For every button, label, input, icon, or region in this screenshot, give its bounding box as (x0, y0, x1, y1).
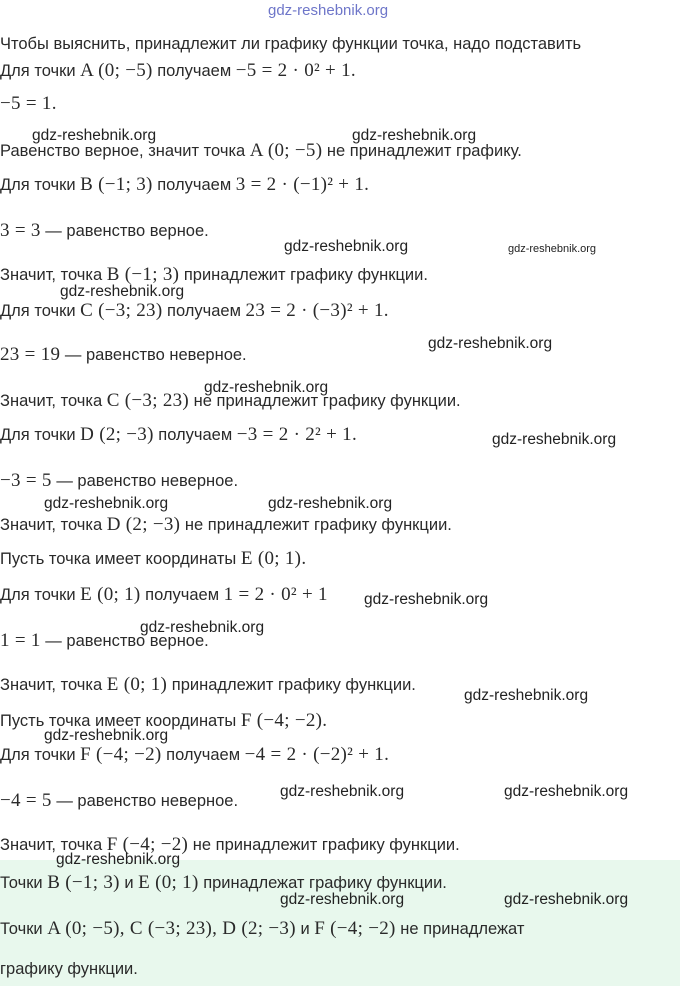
text-line-a-conclusion: Равенство верное, значит точка A (0; −5) не принадлежит графику. (0, 140, 522, 161)
answer-line-tail: графику функции. (0, 960, 138, 978)
answer-box (0, 860, 680, 986)
watermark: gdz-reshebnik.org (44, 727, 169, 744)
watermark: gdz-reshebnik.org (352, 127, 477, 144)
text-line-d-conclusion: Значит, точка D (2; −3) не принадлежит графику функции. (0, 514, 452, 535)
text-line-f-result: −4 = 5 — равенство неверное. (0, 790, 239, 811)
text-line-b-calc: Для точки B (−1; 3) получаем 3 = 2 · (−1)² + 1. (0, 174, 370, 195)
watermark: gdz-reshebnik.org (32, 127, 157, 144)
watermark: gdz-reshebnik.org (280, 891, 405, 908)
text-line-c-conclusion: Значит, точка C (−3; 23) не принадлежит графику функции. (0, 390, 461, 411)
watermark: gdz-reshebnik.org (204, 379, 329, 396)
site-header-watermark[interactable]: gdz-reshebnik.org (268, 2, 389, 19)
watermark: gdz-reshebnik.org (268, 495, 393, 512)
text-line-d-result: −3 = 5 — равенство неверное. (0, 470, 239, 491)
watermark: gdz-reshebnik.org (56, 851, 181, 868)
text-line-e-intro: Пусть точка имеет координаты E (0; 1). (0, 548, 307, 569)
watermark: gdz-reshebnik.org (504, 891, 629, 908)
text-line-intro: Чтобы выяснить, принадлежит ли графику функции точка, надо подставить (0, 35, 582, 53)
watermark: gdz-reshebnik.org (508, 243, 597, 255)
answer-line-belongs: Точки B (−1; 3) и E (0; 1) принадлежат графику функции. (0, 872, 447, 893)
watermark: gdz-reshebnik.org (364, 591, 489, 608)
text-line-a-result: −5 = 1. (0, 93, 57, 114)
watermark: gdz-reshebnik.org (60, 283, 185, 300)
text-line-f-conclusion: Значит, точка F (−4; −2) не принадлежит графику функции. (0, 834, 460, 855)
text-line-e-calc: Для точки E (0; 1) получаем 1 = 2 · 0² + 1 (0, 584, 328, 605)
text-line-d-calc: Для точки D (2; −3) получаем −3 = 2 · 2² + 1. (0, 424, 358, 445)
text-line-c-result: 23 = 19 — равенство неверное. (0, 344, 247, 365)
watermark: gdz-reshebnik.org (428, 335, 553, 352)
text-line-f-calc: Для точки F (−4; −2) получаем −4 = 2 · (−2)² + 1. (0, 744, 390, 765)
text-line-a-calc: Для точки A (0; −5) получаем −5 = 2 · 0² + 1. (0, 60, 356, 81)
text-line-c-calc: Для точки C (−3; 23) получаем 23 = 2 · (−3)² + 1. (0, 300, 389, 321)
text-line-b-conclusion: Значит, точка B (−1; 3) принадлежит графику функции. (0, 264, 428, 285)
text-line-b-result: 3 = 3 — равенство верное. (0, 220, 209, 241)
watermark: gdz-reshebnik.org (284, 238, 409, 255)
watermark: gdz-reshebnik.org (464, 687, 589, 704)
text-line-e-conclusion: Значит, точка E (0; 1) принадлежит графику функции. (0, 674, 416, 695)
text-line-e-result: 1 = 1 — равенство верное. (0, 630, 209, 651)
watermark: gdz-reshebnik.org (140, 619, 265, 636)
answer-line-not-belongs: Точки A (0; −5), C (−3; 23), D (2; −3) и F (−4; −2) не принадлежат (0, 918, 525, 939)
watermark: gdz-reshebnik.org (492, 431, 617, 448)
watermark: gdz-reshebnik.org (44, 495, 169, 512)
watermark: gdz-reshebnik.org (280, 783, 405, 800)
text-line-f-intro: Пусть точка имеет координаты F (−4; −2). (0, 710, 328, 731)
watermark: gdz-reshebnik.org (504, 783, 629, 800)
